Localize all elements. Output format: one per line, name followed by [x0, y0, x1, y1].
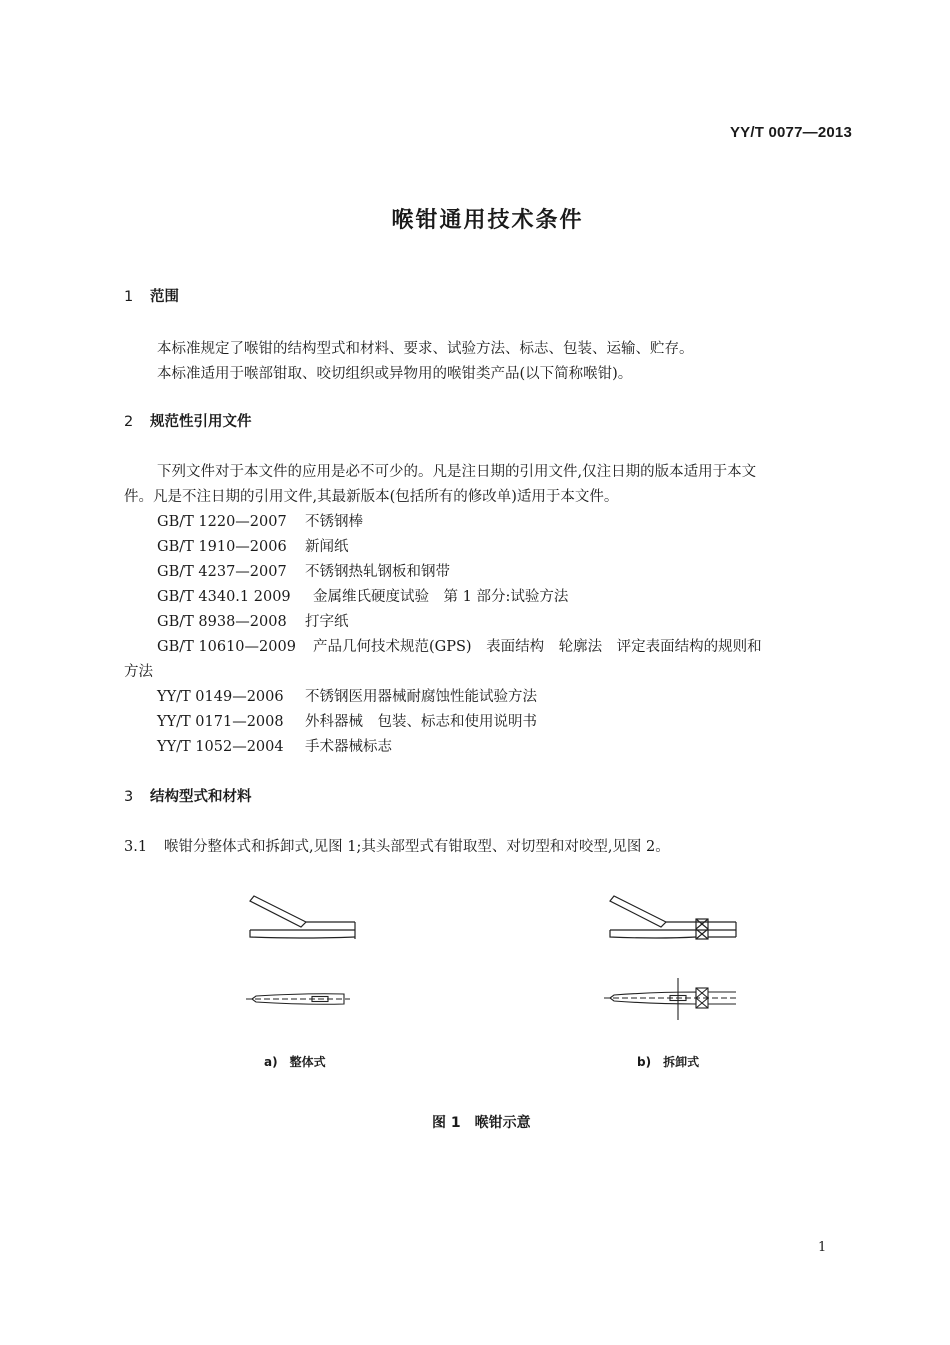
reference-code: YY/T 0171—2008	[157, 714, 284, 730]
figure-caption-a: a) 整体式	[264, 1055, 326, 1069]
reference-title: 打字纸	[305, 614, 349, 630]
reference-item	[157, 560, 450, 581]
reference-code: GB/T 1910—2006	[157, 539, 287, 555]
reference-title: 不锈钢热轧钢板和钢带	[305, 564, 450, 580]
reference-code: YY/T 0149—2006	[157, 689, 284, 705]
page-number: 1	[818, 1240, 827, 1255]
section-1-heading	[124, 285, 179, 306]
section-title: 规范性引用文件	[150, 414, 252, 430]
reference-code: GB/T 10610—2009	[157, 639, 296, 655]
reference-item	[157, 635, 762, 656]
reference-item	[157, 685, 537, 706]
section-number: 1	[124, 289, 134, 305]
standard-number: YY/T 0077—2013	[729, 124, 852, 141]
reference-title: 不锈钢棒	[305, 514, 363, 530]
section-title: 范围	[150, 289, 179, 305]
figure-caption-b: b) 拆卸式	[637, 1055, 700, 1069]
reference-code: GB/T 1220—2007	[157, 514, 287, 530]
clause-number: 3.1	[124, 839, 148, 855]
reference-title: 新闻纸	[305, 539, 349, 555]
section-number: 3	[124, 789, 134, 805]
reference-item	[157, 510, 363, 531]
detachable-forceps-side-view	[608, 893, 738, 943]
reference-code: YY/T 1052—2004	[157, 739, 284, 755]
reference-title: 金属维氏硬度试验 第 1 部分:试验方法	[313, 589, 569, 605]
reference-item	[157, 735, 392, 756]
reference-item	[157, 710, 537, 731]
reference-item-continuation: 方法	[124, 664, 153, 680]
section-3-heading	[124, 785, 252, 806]
clause-3-1	[124, 835, 670, 856]
reference-title: 产品几何技术规范(GPS) 表面结构 轮廓法 评定表面结构的规则和	[313, 639, 762, 655]
reference-item	[157, 610, 349, 631]
integral-forceps-top-view	[246, 988, 356, 1010]
reference-title: 手术器械标志	[305, 739, 392, 755]
references-intro-line-1: 下列文件对于本文件的应用是必不可少的。凡是注日期的引用文件,仅注日期的版本适用于本文	[157, 464, 757, 480]
reference-code: GB/T 4237—2007	[157, 564, 287, 580]
document-title: 喉钳通用技术条件	[391, 208, 584, 233]
reference-code: GB/T 8938—2008	[157, 614, 287, 630]
detachable-forceps-top-view	[604, 976, 740, 1022]
reference-title: 外科器械 包装、标志和使用说明书	[305, 714, 537, 730]
scope-paragraph-1: 本标准规定了喉钳的结构型式和材料、要求、试验方法、标志、包装、运输、贮存。	[157, 341, 694, 357]
integral-forceps-side-view	[248, 893, 363, 943]
section-title: 结构型式和材料	[150, 789, 252, 805]
section-2-heading	[124, 410, 252, 431]
figure-title: 图 1 喉钳示意	[432, 1115, 531, 1131]
section-number: 2	[124, 414, 134, 430]
references-intro-line-2: 件。凡是不注日期的引用文件,其最新版本(包括所有的修改单)适用于本文件。	[124, 489, 619, 505]
reference-code: GB/T 4340.1 2009	[157, 589, 291, 605]
scope-paragraph-2: 本标准适用于喉部钳取、咬切组织或异物用的喉钳类产品(以下简称喉钳)。	[157, 366, 633, 382]
reference-item	[157, 535, 349, 556]
reference-title: 不锈钢医用器械耐腐蚀性能试验方法	[305, 689, 537, 705]
reference-item	[157, 585, 568, 606]
clause-text: 喉钳分整体式和拆卸式,见图 1;其头部型式有钳取型、对切型和对咬型,见图 2。	[164, 839, 670, 855]
